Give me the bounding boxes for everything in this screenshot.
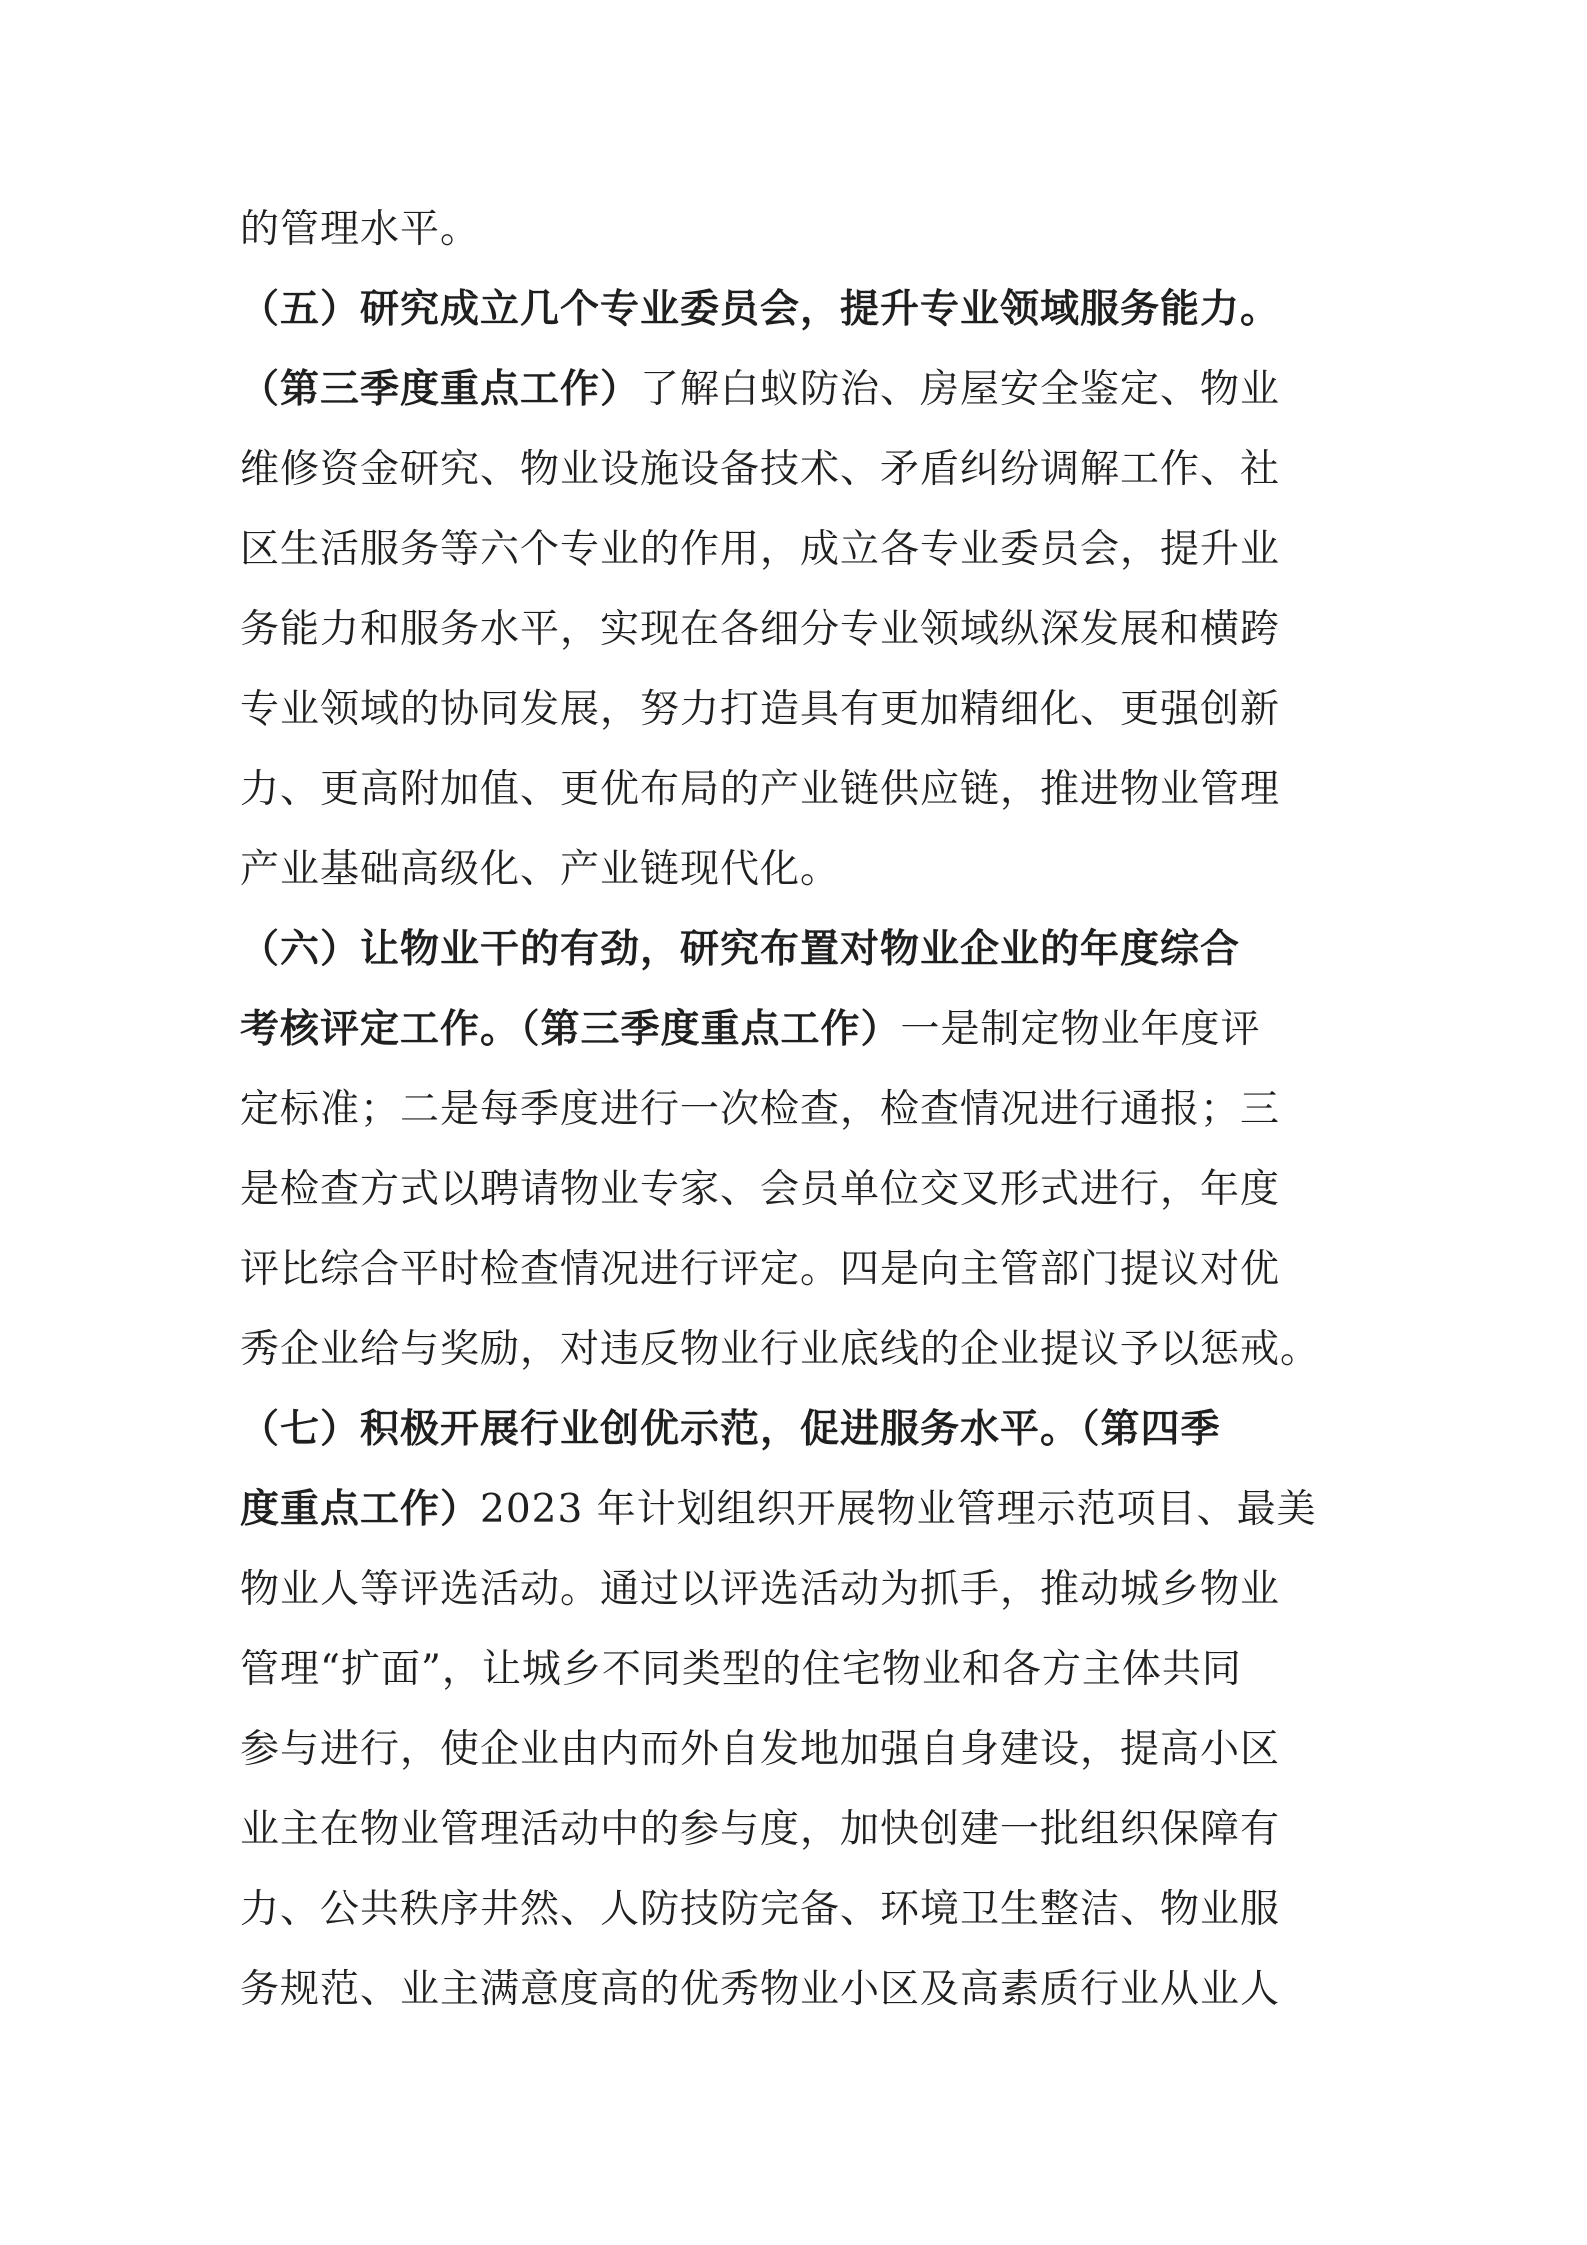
text-line <box>240 430 1360 510</box>
text-segment: 参与进行，使企业由内而外自发地加强自身建设，提高小区 <box>240 1727 1281 1772</box>
body-text <box>240 190 1360 2030</box>
text-line <box>240 1470 1360 1550</box>
text-segment: 评比综合平时检查情况进行评定。四是向主管部门提议对优 <box>240 1247 1281 1292</box>
text-line <box>240 350 1360 430</box>
bold-text-segment: 度重点工作） <box>240 1487 481 1532</box>
text-line <box>240 1710 1360 1790</box>
text-line <box>240 270 1360 350</box>
text-line <box>240 190 1360 270</box>
text-segment: 产业基础高级化、产业链现代化。 <box>240 847 841 892</box>
bold-text-segment: 考核评定工作。（第三季度重点工作） <box>240 1007 901 1052</box>
text-line <box>240 1630 1360 1710</box>
text-line <box>240 590 1360 670</box>
text-segment: 的管理水平。 <box>240 207 481 252</box>
text-line <box>240 1070 1360 1150</box>
text-segment: 秀企业给与奖励，对违反物业行业底线的企业提议予以惩戒。 <box>240 1327 1321 1372</box>
text-segment: 力、更高附加值、更优布局的产业链供应链，推进物业管理 <box>240 767 1281 812</box>
text-segment: 2023 年计划组织开展物业管理示范项目、最美 <box>480 1487 1317 1532</box>
text-line <box>240 1150 1360 1230</box>
text-segment: 专业领域的协同发展，努力打造具有更加精细化、更强创新 <box>240 687 1281 732</box>
text-line <box>240 910 1360 990</box>
text-line <box>240 1950 1360 2030</box>
text-line <box>240 510 1360 590</box>
text-segment: 了解白蚁防治、房屋安全鉴定、物业 <box>640 367 1281 412</box>
text-segment: 务规范、业主满意度高的优秀物业小区及高素质行业从业人 <box>240 1967 1281 2012</box>
text-segment: 维修资金研究、物业设施设备技术、矛盾纠纷调解工作、社 <box>240 447 1281 492</box>
bold-text-segment: （第三季度重点工作） <box>240 367 641 412</box>
text-line <box>240 1230 1360 1310</box>
bold-text-segment: （七）积极开展行业创优示范，促进服务水平。（第四季 <box>240 1407 1221 1452</box>
bold-text-segment: （六）让物业干的有劲，研究布置对物业企业的年度综合 <box>240 927 1241 972</box>
text-segment: 物业人等评选活动。通过以评选活动为抓手，推动城乡物业 <box>240 1567 1281 1612</box>
text-segment: 区生活服务等六个专业的作用，成立各专业委员会，提升业 <box>240 527 1281 572</box>
text-segment: 务能力和服务水平，实现在各细分专业领域纵深发展和横跨 <box>240 607 1281 652</box>
text-line <box>240 1550 1360 1630</box>
text-segment: 定标准；二是每季度进行一次检查，检查情况进行通报；三 <box>240 1087 1281 1132</box>
text-segment: 一是制定物业年度评 <box>900 1007 1261 1052</box>
text-line <box>240 1390 1360 1470</box>
text-line <box>240 830 1360 910</box>
text-line <box>240 750 1360 830</box>
bold-text-segment: （五）研究成立几个专业委员会，提升专业领域服务能力。 <box>240 287 1281 332</box>
text-segment: 管理“扩面”，让城乡不同类型的住宅物业和各方主体共同 <box>240 1647 1242 1692</box>
text-line <box>240 1870 1360 1950</box>
text-segment: 业主在物业管理活动中的参与度，加快创建一批组织保障有 <box>240 1807 1281 1852</box>
text-segment: 是检查方式以聘请物业专家、会员单位交叉形式进行，年度 <box>240 1167 1281 1212</box>
text-line <box>240 1310 1360 1390</box>
text-line <box>240 1790 1360 1870</box>
text-line <box>240 990 1360 1070</box>
text-line <box>240 670 1360 750</box>
text-segment: 力、公共秩序井然、人防技防完备、环境卫生整洁、物业服 <box>240 1887 1281 1932</box>
